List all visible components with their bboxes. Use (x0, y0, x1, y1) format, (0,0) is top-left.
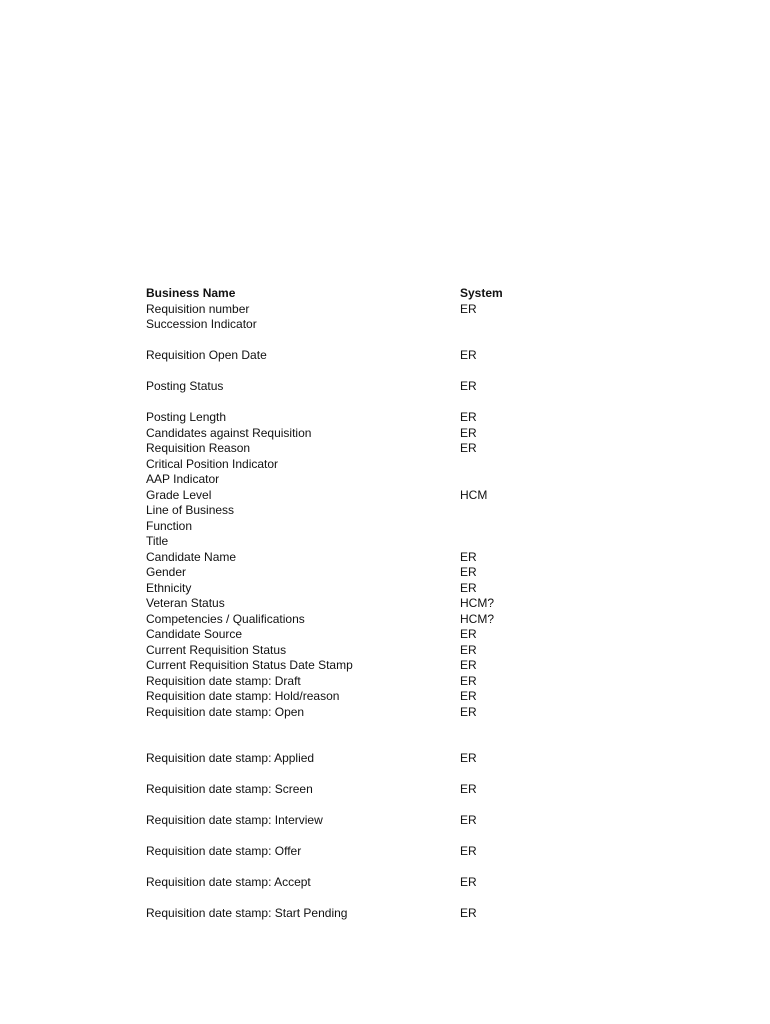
business-name-cell: Requisition date stamp: Applied (146, 751, 315, 765)
system-cell: ER (460, 844, 477, 858)
business-name-cell: Critical Position Indicator (146, 456, 279, 471)
table-row (146, 596, 546, 612)
system-cell: ER (460, 673, 477, 688)
business-name-cell: Requisition date stamp: Start Pending (146, 906, 348, 920)
table-row (146, 364, 546, 380)
system-cell: ER (460, 441, 477, 455)
table-header-row (146, 286, 546, 302)
business-name-cell: Requisition Open Date (146, 348, 267, 362)
column-header-business-name: Business Name (146, 286, 236, 300)
system-cell: ER (460, 565, 477, 579)
table-row (146, 720, 546, 736)
table-row (146, 488, 546, 504)
table-row (146, 767, 546, 783)
system-cell: ER (460, 549, 477, 564)
table-row (146, 379, 546, 395)
table-row (146, 658, 546, 674)
table-row (146, 581, 546, 597)
system-cell: ER (460, 658, 477, 672)
table-row (146, 395, 546, 411)
business-name-cell: Posting Status (146, 379, 224, 393)
system-cell: ER (460, 689, 477, 703)
table-row (146, 813, 546, 829)
table-row (146, 519, 546, 535)
table-row (146, 906, 546, 922)
business-name-cell: Requisition date stamp: Open (146, 704, 305, 719)
business-name-cell: Current Requisition Status (146, 642, 287, 657)
table-row (146, 875, 546, 891)
data-field-table (146, 286, 546, 922)
system-cell: ER (460, 906, 477, 920)
table-row (146, 736, 546, 752)
business-name-cell: Gender (146, 565, 187, 579)
table-row (146, 627, 546, 643)
table-row (146, 302, 546, 318)
system-cell: ER (460, 348, 477, 362)
table-row (146, 472, 546, 488)
business-name-cell: Requisition date stamp: Offer (146, 844, 302, 858)
table-row (146, 844, 546, 860)
table-row (146, 689, 546, 705)
system-cell: HCM? (460, 611, 495, 626)
system-cell: ER (460, 751, 477, 765)
business-name-cell: Function (146, 518, 193, 533)
system-cell: ER (460, 642, 477, 657)
business-name-cell: Requisition number (146, 301, 250, 316)
system-cell: ER (460, 704, 477, 719)
system-cell: ER (460, 782, 477, 796)
business-name-cell: Competencies / Qualifications (146, 611, 305, 626)
table-row (146, 503, 546, 519)
system-cell: ER (460, 875, 477, 889)
business-name-cell: Title (146, 534, 169, 548)
table-row (146, 751, 546, 767)
table-row (146, 410, 546, 426)
table-row (146, 534, 546, 550)
business-name-cell: Requisition date stamp: Interview (146, 813, 323, 827)
business-name-cell: Candidate Name (146, 549, 237, 564)
business-name-cell: Requisition Reason (146, 441, 251, 455)
business-name-cell: Succession Indicator (146, 317, 257, 331)
system-cell: ER (460, 580, 477, 595)
business-name-cell: Current Requisition Status Date Stamp (146, 658, 353, 672)
business-name-cell: Line of Business (146, 503, 235, 517)
business-name-cell: Veteran Status (146, 596, 225, 610)
table-row (146, 860, 546, 876)
system-cell: HCM? (460, 596, 495, 610)
system-cell: ER (460, 379, 477, 393)
table-row (146, 705, 546, 721)
business-name-cell: Requisition date stamp: Hold/reason (146, 689, 340, 703)
business-name-cell: Ethnicity (146, 580, 192, 595)
system-cell: HCM (460, 487, 488, 502)
business-name-cell: Posting Length (146, 410, 227, 424)
table-row (146, 333, 546, 349)
table-row (146, 798, 546, 814)
table-row (146, 891, 546, 907)
column-header-system: System (460, 286, 503, 300)
business-name-cell: Requisition date stamp: Screen (146, 782, 313, 796)
table-row (146, 457, 546, 473)
table-row (146, 317, 546, 333)
table-row (146, 441, 546, 457)
table-row (146, 674, 546, 690)
table-row (146, 643, 546, 659)
business-name-cell: Candidates against Requisition (146, 425, 312, 440)
table-row (146, 426, 546, 442)
business-name-cell: Requisition date stamp: Accept (146, 875, 311, 889)
business-name-cell: Requisition date stamp: Draft (146, 673, 301, 688)
table-row (146, 829, 546, 845)
table-row (146, 612, 546, 628)
business-name-cell: Candidate Source (146, 627, 243, 641)
system-cell: ER (460, 627, 477, 641)
business-name-cell: AAP Indicator (146, 472, 220, 486)
table-body (146, 302, 546, 922)
table-row (146, 348, 546, 364)
business-name-cell: Grade Level (146, 487, 212, 502)
table-row (146, 550, 546, 566)
table-row (146, 565, 546, 581)
system-cell: ER (460, 301, 477, 316)
system-cell: ER (460, 813, 477, 827)
system-cell: ER (460, 410, 477, 424)
system-cell: ER (460, 425, 477, 440)
table-row (146, 782, 546, 798)
